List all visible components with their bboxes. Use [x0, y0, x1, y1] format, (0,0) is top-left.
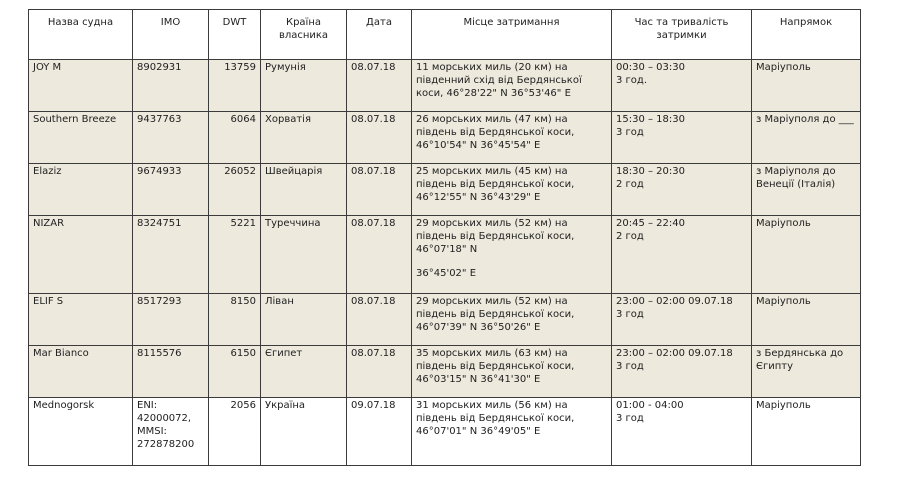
cell-owner-country: [261, 398, 347, 466]
dwt-text: 5221: [230, 218, 256, 229]
place-line: 29 морських миль (52 км) на: [416, 218, 568, 229]
country-text: Єгипет: [265, 348, 303, 359]
cell-dwt: [209, 216, 261, 294]
cell-date: [347, 216, 412, 294]
imo-text: 8324751: [137, 218, 182, 229]
cell-owner-country: [261, 346, 347, 398]
cell-date: [347, 294, 412, 346]
cell-imo: [133, 294, 209, 346]
imo-text: 272878200: [137, 439, 195, 450]
header-row: [29, 10, 861, 60]
country-text: Туреччина: [265, 218, 321, 229]
table-row: [29, 164, 861, 216]
cell-delay-time: [612, 398, 752, 466]
place-line: 26 морських миль (47 км) на: [416, 114, 568, 125]
cell-imo: [133, 346, 209, 398]
direction-line: Маріуполь: [756, 296, 811, 307]
direction-line: з Маріуполя до ___: [756, 114, 854, 125]
cell-direction: [752, 346, 861, 398]
country-text: Україна: [265, 400, 306, 411]
place-line: 46°10'54" N 36°45'54" E: [416, 140, 541, 151]
cell-vessel-name: [29, 216, 133, 294]
vessel-name-text: Mednogorsk: [33, 400, 95, 411]
cell-vessel-name: [29, 398, 133, 466]
imo-text: 8902931: [137, 62, 182, 73]
paragraph-gap: [416, 256, 607, 267]
cell-detention-place: [412, 216, 612, 294]
imo-text: ENI:: [137, 400, 158, 411]
dwt-text: 6150: [230, 348, 256, 359]
place-line: 29 морських миль (52 км) на: [416, 296, 568, 307]
place-line: 25 морських миль (45 км) на: [416, 166, 568, 177]
imo-text: 8115576: [137, 348, 182, 359]
date-text: 08.07.18: [351, 62, 396, 73]
cell-date: [347, 112, 412, 164]
vessel-name-text: Mar Bianco: [33, 348, 89, 359]
dwt-text: 13759: [224, 62, 256, 73]
cell-vessel-name: [29, 112, 133, 164]
imo-text: 9674933: [137, 166, 182, 177]
imo-text: 9437763: [137, 114, 182, 125]
place-line: південь від Бердянської коси,: [416, 179, 575, 190]
cell-vessel-name: [29, 294, 133, 346]
place-line: коси, 46°28'22" N 36°53'46" E: [416, 88, 571, 99]
cell-dwt: [209, 294, 261, 346]
dwt-text: 2056: [230, 400, 256, 411]
cell-detention-place: [412, 398, 612, 466]
header-date: Дата: [347, 10, 412, 60]
time-line: 00:30 – 03:30: [616, 62, 685, 73]
date-text: 08.07.18: [351, 218, 396, 229]
header-vessel-name: Назва судна: [29, 10, 133, 60]
vessel-name-text: Southern Breeze: [33, 114, 117, 125]
cell-vessel-name: [29, 60, 133, 112]
time-line: 3 год.: [616, 75, 648, 86]
cell-delay-time: [612, 346, 752, 398]
cell-dwt: [209, 398, 261, 466]
date-text: 08.07.18: [351, 114, 396, 125]
cell-detention-place: [412, 346, 612, 398]
cell-vessel-name: [29, 346, 133, 398]
cell-detention-place: [412, 112, 612, 164]
cell-date: [347, 346, 412, 398]
cell-detention-place: [412, 294, 612, 346]
table-row: [29, 216, 861, 294]
cell-imo: [133, 112, 209, 164]
cell-dwt: [209, 164, 261, 216]
cell-delay-time: [612, 164, 752, 216]
time-line: 3 год: [616, 413, 644, 424]
place-line: 46°07'39" N 36°50'26" E: [416, 322, 541, 333]
header-direction: Напрямок: [752, 10, 861, 60]
header-dwt: DWT: [209, 10, 261, 60]
detention-table-container: [28, 9, 861, 466]
date-text: 08.07.18: [351, 296, 396, 307]
dwt-text: 26052: [224, 166, 256, 177]
direction-line: Єгипту: [756, 361, 794, 372]
cell-direction: [752, 164, 861, 216]
place-line: 36°45'02" E: [416, 268, 477, 279]
time-line: 2 год: [616, 179, 644, 190]
vessel-name-text: Elaziz: [33, 166, 62, 177]
date-text: 08.07.18: [351, 348, 396, 359]
time-line: 3 год: [616, 127, 644, 138]
cell-date: [347, 164, 412, 216]
cell-vessel-name: [29, 164, 133, 216]
cell-direction: [752, 398, 861, 466]
country-text: Швейцарія: [265, 166, 323, 177]
cell-direction: [752, 60, 861, 112]
country-text: Ліван: [265, 296, 294, 307]
place-line: південь від Бердянської коси,: [416, 413, 575, 424]
table-row: [29, 60, 861, 112]
vessel-name-text: ELIF S: [33, 296, 64, 307]
table-row: [29, 398, 861, 466]
country-text: Хорватія: [265, 114, 311, 125]
place-line: південь від Бердянської коси,: [416, 231, 575, 242]
date-text: 08.07.18: [351, 166, 396, 177]
place-line: південь від Бердянської коси,: [416, 309, 575, 320]
place-line: 46°03'15" N 36°41'30" E: [416, 374, 541, 385]
header-detention-place: Місце затримання: [412, 10, 612, 60]
cell-owner-country: [261, 60, 347, 112]
header-imo: IMO: [133, 10, 209, 60]
direction-line: Маріуполь: [756, 62, 811, 73]
table-row: [29, 294, 861, 346]
cell-imo: [133, 398, 209, 466]
time-line: 3 год: [616, 361, 644, 372]
cell-owner-country: [261, 294, 347, 346]
direction-line: Маріуполь: [756, 218, 811, 229]
imo-text: 42000072,: [137, 413, 192, 424]
cell-delay-time: [612, 112, 752, 164]
header-delay-time: Час та тривалість затримки: [612, 10, 752, 60]
cell-dwt: [209, 346, 261, 398]
cell-imo: [133, 164, 209, 216]
cell-dwt: [209, 60, 261, 112]
table-body: [29, 60, 861, 466]
cell-owner-country: [261, 112, 347, 164]
table-row: [29, 346, 861, 398]
time-line: 23:00 – 02:00 09.07.18: [616, 348, 733, 359]
time-line: 20:45 – 22:40: [616, 218, 685, 229]
place-line: південний схід від Бердянської: [416, 75, 582, 86]
vessel-name-text: NIZAR: [33, 218, 65, 229]
place-line: південь від Бердянської коси,: [416, 361, 575, 372]
time-line: 01:00 - 04:00: [616, 400, 684, 411]
place-line: 46°12'55" N 36°43'29" E: [416, 192, 541, 203]
place-line: 46°07'18" N: [416, 244, 478, 255]
vessel-detention-table: [28, 9, 861, 466]
cell-dwt: [209, 112, 261, 164]
cell-delay-time: [612, 294, 752, 346]
time-line: 15:30 – 18:30: [616, 114, 685, 125]
time-line: 23:00 – 02:00 09.07.18: [616, 296, 733, 307]
cell-direction: [752, 216, 861, 294]
time-line: 3 год: [616, 309, 644, 320]
vessel-name-text: JOY M: [33, 62, 62, 73]
place-line: 11 морських миль (20 км) на: [416, 62, 568, 73]
date-text: 09.07.18: [351, 400, 396, 411]
place-line: 31 морських миль (56 км) на: [416, 400, 568, 411]
time-line: 18:30 – 20:30: [616, 166, 685, 177]
time-line: 2 год: [616, 231, 644, 242]
dwt-text: 8150: [230, 296, 256, 307]
direction-line: Маріуполь: [756, 400, 811, 411]
table-row: [29, 112, 861, 164]
direction-line: з Бердянська до: [756, 348, 844, 359]
imo-text: 8517293: [137, 296, 182, 307]
cell-delay-time: [612, 216, 752, 294]
place-line: 46°07'01" N 36°49'05" E: [416, 426, 541, 437]
cell-date: [347, 60, 412, 112]
place-line: 35 морських миль (63 км) на: [416, 348, 568, 359]
header-owner-country: Країна власника: [261, 10, 347, 60]
cell-detention-place: [412, 60, 612, 112]
cell-direction: [752, 112, 861, 164]
cell-imo: [133, 60, 209, 112]
cell-imo: [133, 216, 209, 294]
cell-delay-time: [612, 60, 752, 112]
cell-owner-country: [261, 164, 347, 216]
cell-direction: [752, 294, 861, 346]
dwt-text: 6064: [230, 114, 256, 125]
country-text: Румунія: [265, 62, 306, 73]
cell-owner-country: [261, 216, 347, 294]
direction-line: Венеції (Італія): [756, 179, 836, 190]
direction-line: з Маріуполя до: [756, 166, 836, 177]
imo-text: MMSI:: [137, 426, 167, 437]
cell-detention-place: [412, 164, 612, 216]
place-line: південь від Бердянської коси,: [416, 127, 575, 138]
cell-date: [347, 398, 412, 466]
